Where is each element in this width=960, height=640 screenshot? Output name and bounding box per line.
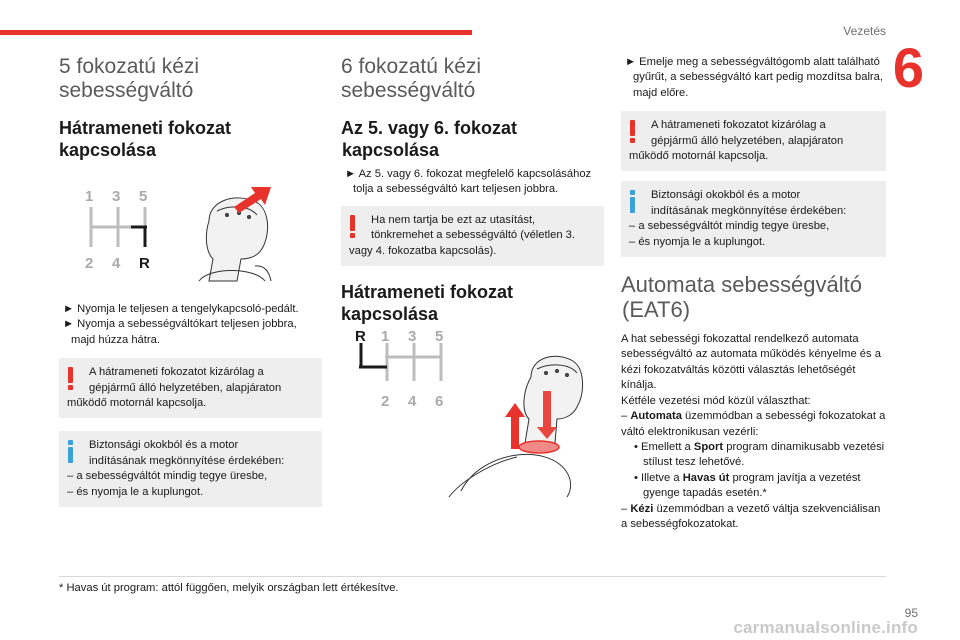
warning-box: A hátrameneti fokozatot kizárólag a gépjármű álló helyzetében, alapjáraton működő motornál kapcsolja. [59, 358, 322, 418]
automatic-intro: A hat sebességi fokozattal rendelkező automata sebességváltó az automata működés kényelme és a kézi fokozatváltás közötti választás lehetőségét kínálja. [621, 333, 881, 392]
gear-label-4: 4 [112, 255, 121, 272]
chapter-color-bar [0, 30, 472, 35]
warning-icon [68, 367, 73, 389]
gear-label-1: 1 [85, 188, 94, 205]
step-move-lever: ► Nyomja a sebességváltókart teljesen jobbra, majd húzza hátra. [63, 318, 297, 346]
gear-label-r: R [139, 255, 150, 272]
warning-icon [350, 215, 355, 237]
gear-label-4: 4 [408, 393, 417, 411]
gear-label-5: 5 [139, 188, 148, 205]
section-label: Vezetés [843, 24, 886, 38]
footnote-divider [59, 576, 886, 577]
section-title-automatic: Automata sebességváltó (EAT6) [621, 272, 862, 323]
info-box: Biztonsági okokból és a motor indításának megkönnyítése érdekében: – a sebességváltót mindig tegye üresbe, – és nyomja le a kuplungot. [621, 181, 886, 257]
info-icon [630, 190, 635, 212]
info-box: Biztonsági okokból és a motor indításának megkönnyítése érdekében: – a sebességváltót mindig tegye üresbe, – és nyomja le a kuplungot. [59, 431, 322, 507]
warning-icon [630, 120, 635, 142]
direction-arrow-icon [505, 403, 525, 449]
gear-knob-illustration [199, 198, 271, 281]
column-6-speed [341, 55, 604, 511]
page-number: 95 [904, 606, 918, 620]
gear-diagram-6-speed [341, 331, 604, 506]
column-continued [621, 55, 886, 532]
gear-label-3: 3 [112, 188, 121, 205]
warning-box: Ha nem tartja be ezt az utasítást, tönkremehet a sebességváltó (véletlen 3. vagy 4. fokozatba kapcsolás). [341, 206, 604, 266]
chapter-number: 6 [892, 36, 924, 99]
gear-label-2: 2 [85, 255, 94, 272]
modes-label: Kétféle vezetési mód közül választhat: [621, 394, 811, 407]
gear-label-1: 1 [381, 331, 390, 346]
step-press-clutch: ► Nyomja le teljesen a tengelykapcsoló-pedált. [63, 303, 299, 315]
gear-diagram-5-speed [59, 171, 322, 291]
step-push-right: ► Az 5. vagy 6. fokozat megfelelő kapcsolásához tolja a sebességváltó kart teljesen jobbra. [345, 168, 592, 196]
subtitle-reverse-gear: Hátrameneti fokozat kapcsolása [59, 118, 232, 160]
info-icon [68, 440, 73, 462]
program-snow: • Illetve a Havas út program javítja a vezetést gyenge tapadás esetén.* [634, 471, 861, 500]
section-title-5-speed: 5 fokozatú kézi sebességváltó [59, 55, 200, 102]
gear-label-r: R [355, 331, 366, 346]
footnote: * Havas út program: attól függően, melyik országban lett értékesítve. [59, 582, 399, 594]
gear-label-6: 6 [435, 393, 444, 411]
subtitle-5th-6th-gear: Az 5. vagy 6. fokozat kapcsolása [341, 118, 518, 160]
step-lift-ring: ► Emelje meg a sebességváltógomb alatt található gyűrűt, a sebességváltó kart pedig mozdítsa balra, majd előre. [625, 56, 883, 99]
column-5-speed [59, 55, 322, 507]
gear-label-5: 5 [435, 331, 444, 346]
warning-box: A hátrameneti fokozatot kizárólag a gépjármű álló helyzetében, alapjáraton működő motornál kapcsolja. [621, 111, 886, 171]
gear-label-3: 3 [408, 331, 417, 346]
program-sport: • Emellett a Sport program dinamikusabb vezetési stílust tesz lehetővé. [634, 440, 885, 469]
mode-manual: – Kézi üzemmódban a vezető váltja szekvenciálisan a sebességfokozatokat. [621, 502, 881, 530]
mode-automatic: – Automata üzemmódban a sebességi fokozatokat a váltó elektronikusan vezérli: [621, 410, 886, 438]
gear-ring-icon [519, 441, 559, 453]
section-title-6-speed: 6 fokozatú kézi sebességváltó [341, 55, 482, 102]
subtitle-reverse-gear: Hátrameneti fokozat kapcsolása [341, 282, 514, 325]
gear-label-2: 2 [381, 393, 390, 411]
watermark: carmanualsonline.info [733, 618, 918, 637]
